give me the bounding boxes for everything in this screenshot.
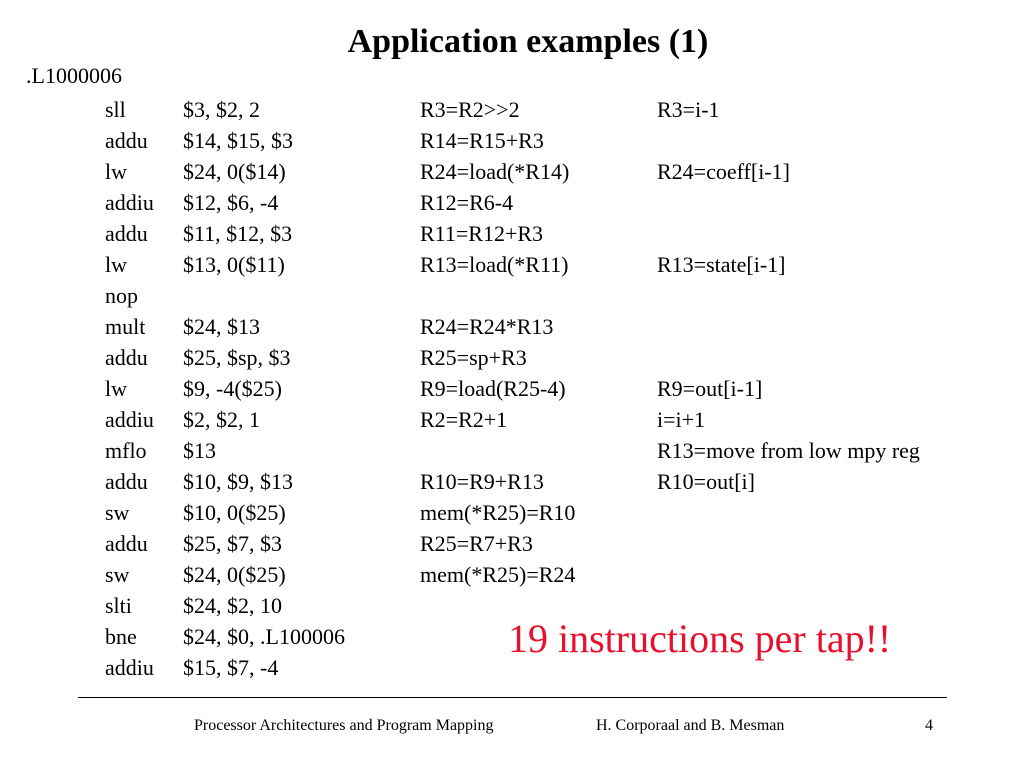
instruction-opcode: slti	[105, 593, 132, 618]
instruction-operands: $12, $6, -4	[183, 190, 279, 215]
slide-title: Application examples (1)	[347, 23, 709, 60]
instruction-operands: $14, $15, $3	[183, 128, 293, 153]
instruction-row	[0, 373, 1024, 404]
instruction-register-transfer: R13=load(*R11)	[420, 252, 569, 277]
instruction-operands: $24, $2, 10	[183, 593, 282, 618]
instruction-register-transfer: R10=R9+R13	[420, 469, 544, 494]
instruction-register-transfer: R3=R2>>2	[420, 97, 520, 122]
instruction-opcode: addu	[105, 531, 148, 556]
instruction-register-transfer: R24=R24*R13	[420, 314, 554, 339]
instruction-register-transfer: R2=R2+1	[420, 407, 508, 432]
instruction-operands: $24, $0, .L100006	[183, 624, 345, 649]
instruction-comment: R3=i-1	[657, 97, 720, 122]
instruction-opcode: addiu	[105, 407, 154, 432]
instruction-comment: R9=out[i-1]	[657, 376, 763, 401]
footer-course-title: Processor Architectures and Program Mapping	[194, 717, 494, 734]
instruction-register-transfer: R25=sp+R3	[420, 345, 527, 370]
instruction-row	[0, 404, 1024, 435]
instruction-row	[0, 466, 1024, 497]
instruction-register-transfer: R9=load(R25-4)	[420, 376, 566, 401]
instruction-operands: $3, $2, 2	[183, 97, 260, 122]
instruction-operands: $24, $13	[183, 314, 260, 339]
instruction-register-transfer: mem(*R25)=R24	[420, 562, 576, 587]
instruction-row	[0, 218, 1024, 249]
instruction-opcode: addu	[105, 469, 148, 494]
instruction-row	[0, 280, 1024, 311]
instruction-register-transfer: R12=R6-4	[420, 190, 514, 215]
instruction-opcode: addu	[105, 345, 148, 370]
instruction-opcode: lw	[105, 376, 127, 401]
instruction-comment: R13=state[i-1]	[657, 252, 786, 277]
instruction-operands: $10, $9, $13	[183, 469, 293, 494]
instruction-row	[0, 559, 1024, 590]
instruction-opcode: sw	[105, 500, 130, 525]
instruction-row	[0, 187, 1024, 218]
instruction-row	[0, 156, 1024, 187]
footer-divider	[78, 697, 947, 698]
footer-authors: H. Corporaal and B. Mesman	[596, 717, 785, 734]
instruction-row	[0, 528, 1024, 559]
instruction-opcode: mult	[105, 314, 146, 339]
code-label: .L1000006	[26, 63, 122, 88]
instruction-operands: $15, $7, -4	[183, 655, 279, 680]
instruction-operands: $11, $12, $3	[183, 221, 293, 246]
instruction-operands: $13, 0($11)	[183, 252, 285, 277]
instruction-opcode: sw	[105, 562, 130, 587]
instruction-row	[0, 94, 1024, 125]
instruction-operands: $24, 0($25)	[183, 562, 286, 587]
instruction-opcode: addu	[105, 128, 148, 153]
instruction-opcode: mflo	[105, 438, 147, 463]
instruction-row	[0, 249, 1024, 280]
instruction-row	[0, 342, 1024, 373]
instruction-register-transfer: R11=R12+R3	[420, 221, 544, 246]
instruction-opcode: bne	[105, 624, 137, 649]
instruction-register-transfer: R14=R15+R3	[420, 128, 544, 153]
instruction-operands: $9, -4($25)	[183, 376, 282, 401]
instruction-row	[0, 435, 1024, 466]
instruction-opcode: addiu	[105, 655, 154, 680]
instruction-operands: $25, $7, $3	[183, 531, 282, 556]
instruction-operands: $10, 0($25)	[183, 500, 286, 525]
instruction-count-callout: 19 instructions per tap!!	[508, 616, 892, 661]
instruction-register-transfer: R25=R7+R3	[420, 531, 533, 556]
instruction-register-transfer: R24=load(*R14)	[420, 159, 570, 184]
instruction-opcode: lw	[105, 159, 127, 184]
instruction-row	[0, 125, 1024, 156]
instruction-operands: $2, $2, 1	[183, 407, 260, 432]
instruction-comment: R13=move from low mpy reg	[657, 438, 920, 463]
instruction-comment: R10=out[i]	[657, 469, 755, 494]
instruction-row	[0, 311, 1024, 342]
instruction-operands: $13	[183, 438, 216, 463]
instruction-comment: R24=coeff[i-1]	[657, 159, 790, 184]
instruction-register-transfer: mem(*R25)=R10	[420, 500, 576, 525]
instruction-opcode: sll	[105, 97, 126, 122]
instruction-operands: $25, $sp, $3	[183, 345, 291, 370]
instruction-operands: $24, 0($14)	[183, 159, 286, 184]
instruction-opcode: lw	[105, 252, 127, 277]
page-number: 4	[925, 717, 933, 734]
instruction-opcode: addu	[105, 221, 148, 246]
instruction-row	[0, 497, 1024, 528]
instruction-opcode: addiu	[105, 190, 154, 215]
instruction-opcode: nop	[105, 283, 138, 308]
instruction-comment: i=i+1	[657, 407, 706, 432]
instruction-list	[0, 94, 1024, 683]
